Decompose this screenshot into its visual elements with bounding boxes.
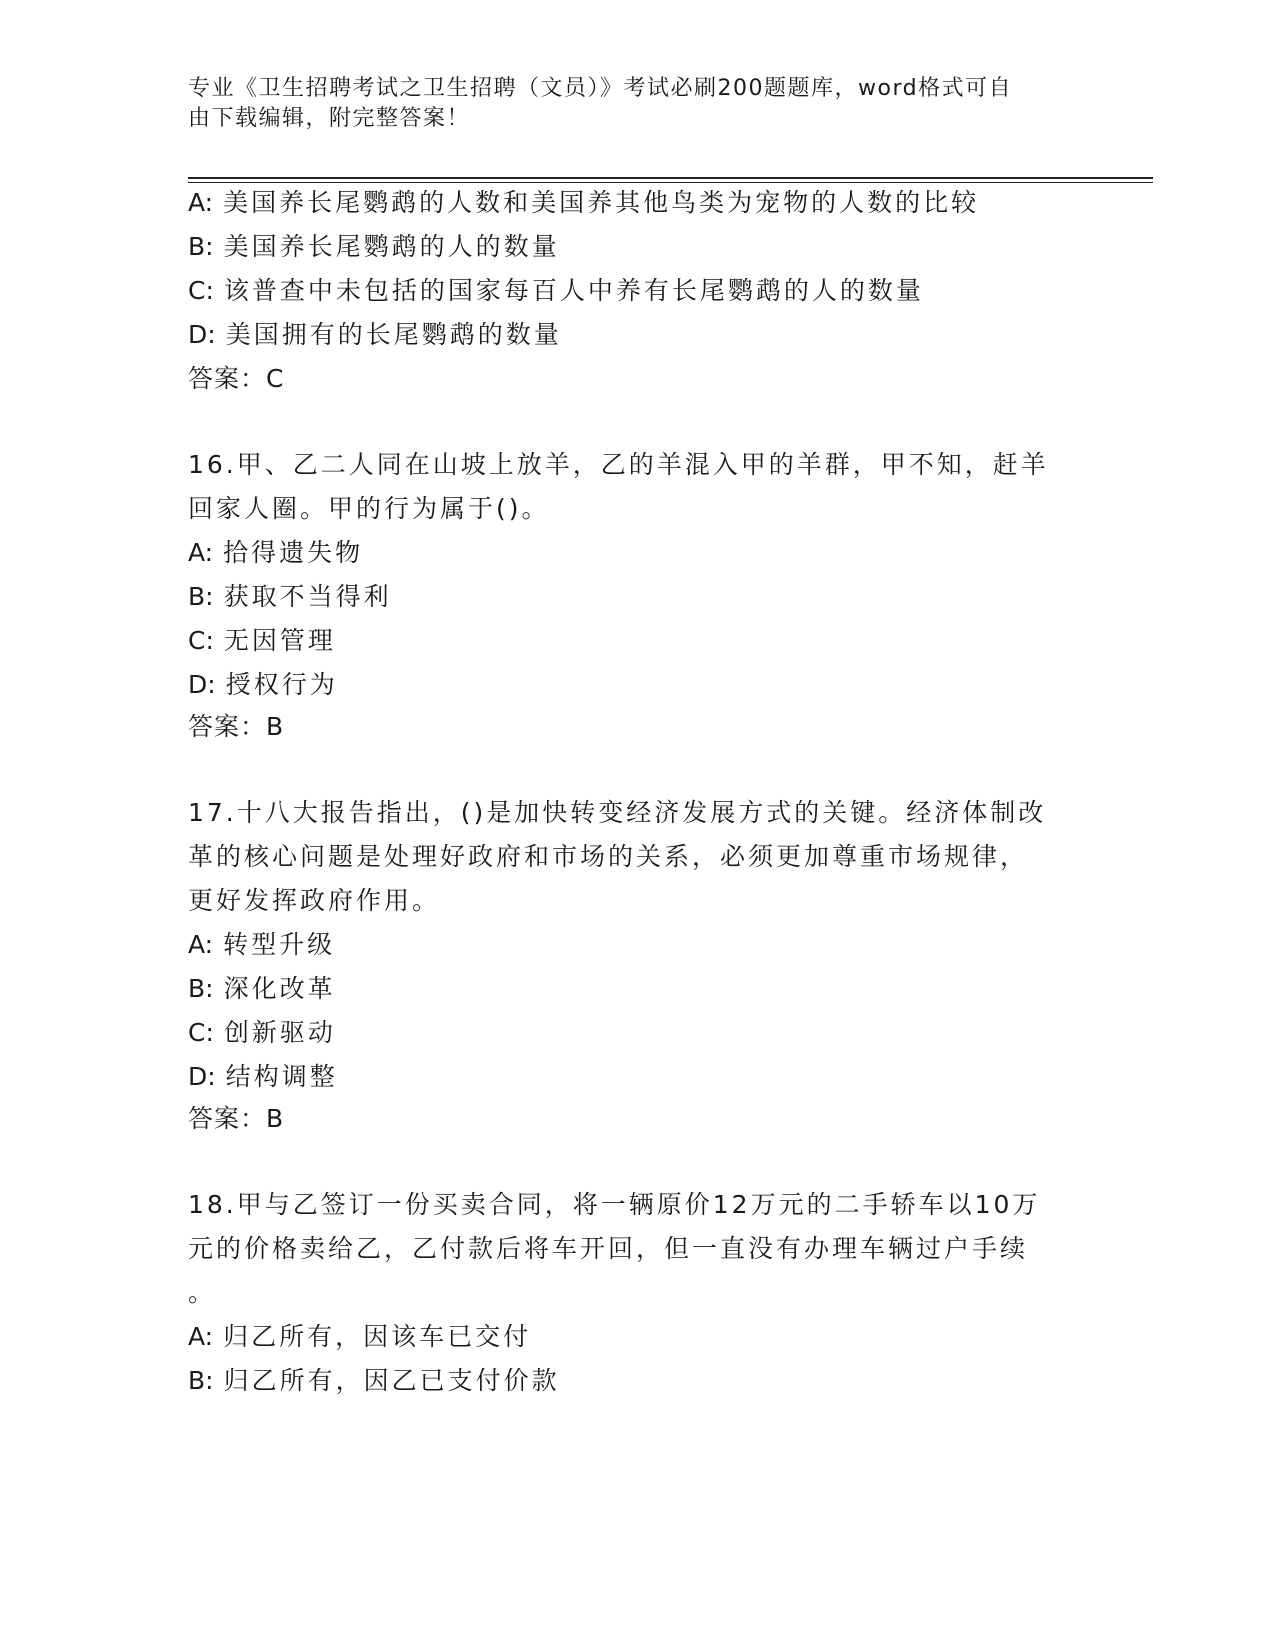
option-c: C: 该普查中未包括的国家每百人中养有长尾鹦鹉的人的数量 <box>188 276 924 305</box>
option-d: D: 美国拥有的长尾鹦鹉的数量 <box>188 320 562 349</box>
answer-16: 答案：B <box>188 712 285 741</box>
question-18-line-3: 。 <box>188 1278 217 1307</box>
option-d: D: 授权行为 <box>188 670 338 699</box>
question-17-line-1: 17.十八大报告指出，()是加快转变经济发展方式的关键。经济体制改 <box>188 798 1047 827</box>
question-18-line-1: 18.甲与乙签订一份买卖合同，将一辆原价12万元的二手轿车以10万 <box>188 1190 1041 1219</box>
question-18-line-2: 元的价格卖给乙，乙付款后将车开回，但一直没有办理车辆过户手续 <box>188 1234 1029 1263</box>
answer-15: 答案：C <box>188 364 285 393</box>
option-b: B: 深化改革 <box>188 974 336 1003</box>
header-line-1: 专业《卫生招聘考试之卫生招聘（文员）》考试必刷200题题库，word格式可自 <box>188 76 1013 101</box>
question-17-line-3: 更好发挥政府作用。 <box>188 886 441 915</box>
header-rule-thin <box>188 182 1153 183</box>
answer-17: 答案：B <box>188 1104 285 1133</box>
option-a: A: 转型升级 <box>188 930 336 959</box>
header-rule-thick <box>188 177 1153 179</box>
option-a: A: 拾得遗失物 <box>188 538 364 567</box>
option-b: B: 获取不当得利 <box>188 582 392 611</box>
option-a: A: 美国养长尾鹦鹉的人数和美国养其他鸟类为宠物的人数的比较 <box>188 188 980 217</box>
question-17-line-2: 革的核心问题是处理好政府和市场的关系，必须更加尊重市场规律， <box>188 842 1029 871</box>
option-b: B: 美国养长尾鹦鹉的人的数量 <box>188 232 560 261</box>
question-16-line-1: 16.甲、乙二人同在山坡上放羊，乙的羊混入甲的羊群，甲不知，赶羊 <box>188 450 1049 479</box>
document-header <box>188 74 1068 134</box>
option-a: A: 归乙所有，因该车已交付 <box>188 1322 532 1351</box>
option-c: C: 无因管理 <box>188 626 336 655</box>
option-d: D: 结构调整 <box>188 1062 338 1091</box>
header-line-2: 由下载编辑，附完整答案！ <box>188 106 471 131</box>
question-16-line-2: 回家人圈。甲的行为属于()。 <box>188 494 550 523</box>
option-c: C: 创新驱动 <box>188 1018 336 1047</box>
option-b: B: 归乙所有，因乙已支付价款 <box>188 1366 560 1395</box>
